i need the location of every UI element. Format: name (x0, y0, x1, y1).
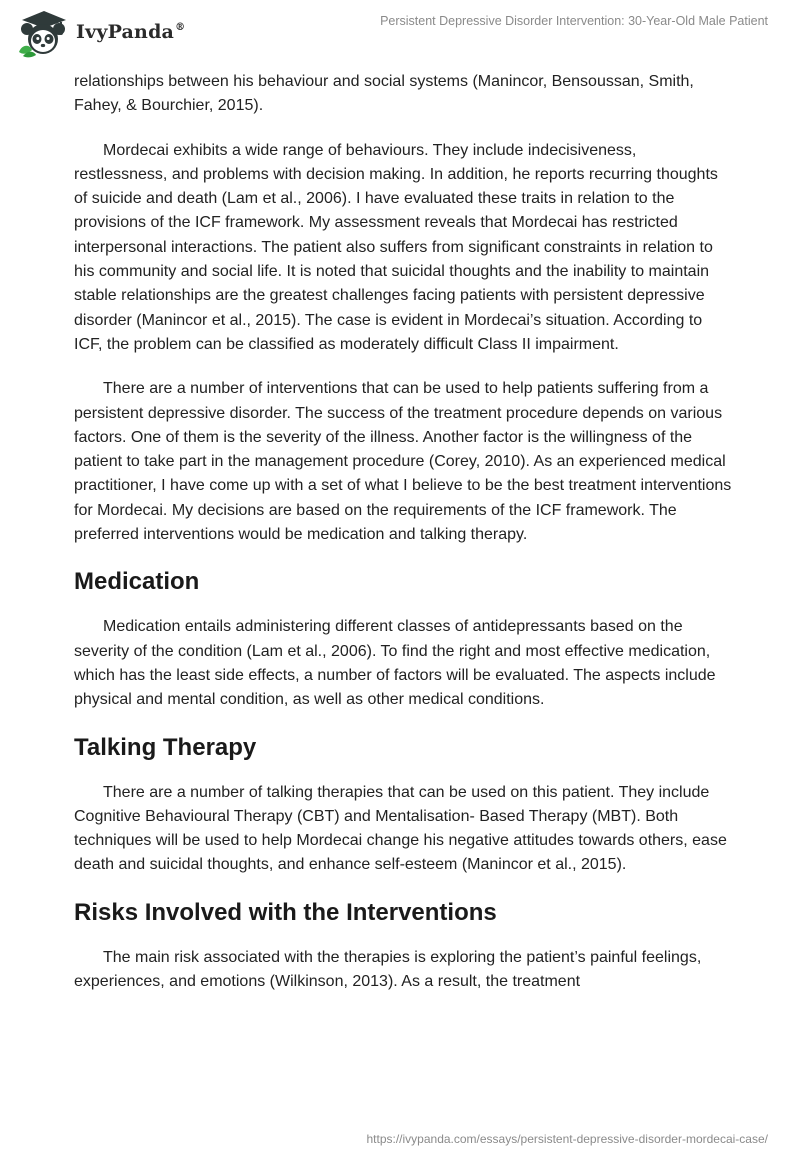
essay-body (74, 70, 734, 1014)
page-header (0, 0, 800, 66)
running-title: Persistent Depressive Disorder Intervention: 30-Year-Old Male Patient (380, 14, 768, 28)
ivypanda-logo[interactable] (14, 8, 214, 58)
panda-graduate-icon (14, 8, 70, 58)
registered-mark: ® (175, 22, 186, 33)
section-heading-medication: Medication (74, 568, 200, 596)
brand-name: IvyPanda® (76, 21, 186, 43)
paragraph: relationships between his behaviour and social systems (Manincor, Bensoussan, Smith, Fahey, & Bourchier, 2015). (74, 73, 694, 115)
paragraph: There are a number of interventions that can be used to help patients suffering from a persistent depressive disorder. The success of the treatment procedure depends on various factors. One of them is the severity of the illness. Another factor is the willingness of the patient to take part in the management procedure (Corey, 2010). As an experienced medical practitioner, I have come up with a set of what I believe to be the best treatment interventions for Mordecai. My decisions are based on the requirements of the ICF framework. The preferred interventions would be medication and talking therapy. (74, 380, 732, 544)
paragraph: Mordecai exhibits a wide range of behaviours. They include indecisiveness, restlessness, and problems with decision making. In addition, he reports recurring thoughts of suicide and death (Lam et al., 2006). I have evaluated these traits in relation to the provisions of the ICF framework. My assessment reveals that Mordecai has restricted interpersonal interactions. The patient also suffers from significant constraints in relation to his community and social life. It is noted that suicidal thoughts and the inability to maintain stable relationships are the greatest challenges facing patients with persistent depressive disorder (Manincor et al., 2015). The case is evident in Mordecai’s situation. According to ICF, the problem can be classified as moderately difficult Class II impairment. (74, 141, 718, 353)
paragraph: Medication entails administering different classes of antidepressants based on the severity of the condition (Lam et al., 2006). To find the right and most effective medication, which has the least side effects, a number of factors will be evaluated. The aspects include physical and mental condition, as well as other medical conditions. (74, 618, 716, 709)
paragraph: The main risk associated with the therapies is exploring the patient’s painful feelings, experiences, and emotions (Wilkinson, 2013). As a result, the treatment (74, 948, 702, 991)
paragraph: There are a number of talking therapies that can be used on this patient. They include Cognitive Behavioural Therapy (CBT) and Mentalisation- Based Therapy (MBT). Both techniques will be used to help Mordecai change his negative attitudes towards others, ease death and suicidal thoughts, and enhance self-esteem (Manincor et al., 2015). (74, 783, 727, 874)
section-heading-risks: Risks Involved with the Interventions (74, 898, 497, 926)
section-heading-talking-therapy: Talking Therapy (74, 733, 257, 761)
source-url[interactable]: https://ivypanda.com/essays/persistent-depressive-disorder-mordecai-case/ (366, 1132, 768, 1146)
